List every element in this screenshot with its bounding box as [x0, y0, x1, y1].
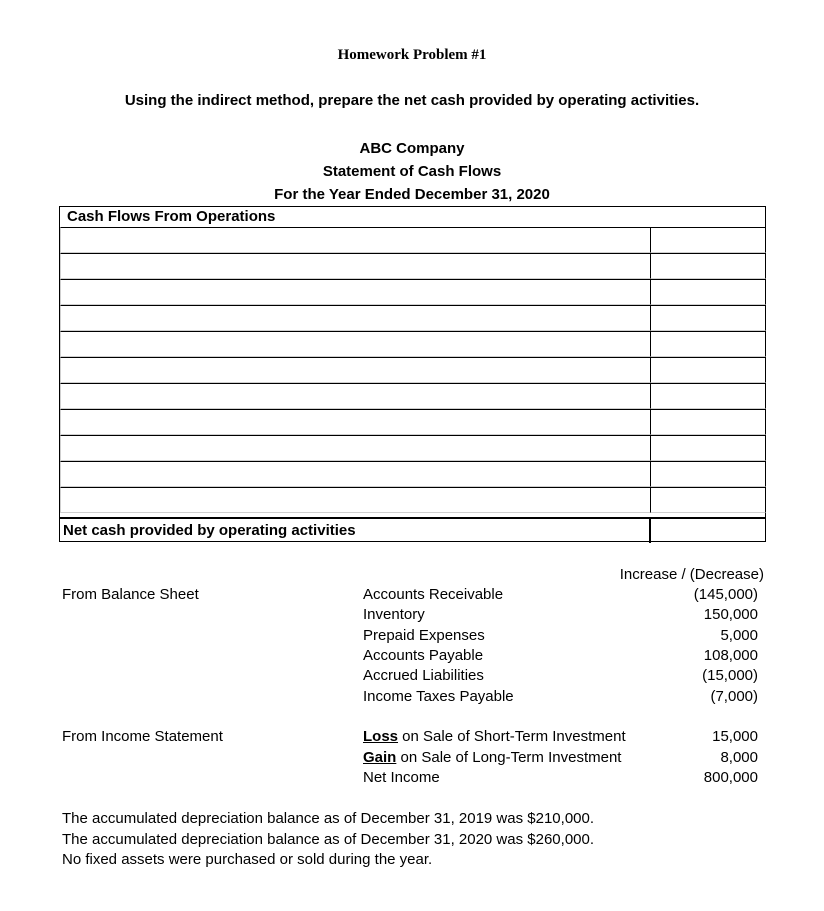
description-cell[interactable] — [60, 279, 650, 305]
cash-flow-worksheet — [59, 206, 766, 542]
table-row — [60, 253, 765, 279]
balance-sheet-item-value: 108,000 — [703, 646, 758, 664]
amount-cell[interactable] — [650, 435, 766, 461]
company-name: ABC Company — [359, 140, 465, 157]
table-row — [60, 305, 765, 331]
balance-sheet-item-label: Income Taxes Payable — [363, 687, 514, 705]
table-row — [60, 461, 765, 487]
balance-sheet-item-value: (15,000) — [702, 667, 758, 685]
section-heading: Cash Flows From Operations — [67, 208, 276, 225]
description-cell[interactable] — [60, 305, 650, 331]
income-item-text: Net Income — [363, 769, 440, 786]
income-item-value: 800,000 — [703, 769, 758, 786]
table-row — [60, 331, 765, 357]
balance-sheet-item-label: Prepaid Expenses — [363, 626, 485, 644]
statement-name: Statement of Cash Flows — [322, 163, 502, 180]
balance-sheet-item-label: Accounts Payable — [363, 646, 484, 664]
amount-cell[interactable] — [650, 461, 766, 487]
description-cell[interactable] — [60, 357, 650, 383]
table-row — [60, 435, 765, 461]
amount-cell[interactable] — [650, 331, 766, 357]
total-label: Net cash provided by operating activities — [63, 522, 356, 539]
note-line: The accumulated depreciation balance as of December 31, 2020 was $260,000. — [62, 830, 595, 848]
description-cell[interactable] — [60, 331, 650, 357]
description-cell[interactable] — [60, 461, 650, 487]
amount-cell[interactable] — [650, 357, 766, 383]
description-cell[interactable] — [60, 383, 650, 409]
note-line: The accumulated depreciation balance as of December 31, 2019 was $210,000. — [62, 810, 595, 827]
income-item-emphasis: Gain — [363, 748, 397, 766]
table-row — [60, 357, 765, 383]
amount-cell[interactable] — [650, 409, 766, 435]
description-cell[interactable] — [60, 227, 650, 253]
description-cell[interactable] — [60, 487, 650, 513]
description-cell[interactable] — [60, 435, 650, 461]
balance-sheet-item-value: 5,000 — [720, 626, 758, 644]
income-item-label — [363, 769, 440, 786]
balance-sheet-item-label: Accrued Liabilities — [363, 667, 484, 685]
income-item-label — [363, 749, 621, 766]
balance-sheet-item-value: 150,000 — [703, 606, 758, 624]
balance-sheet-item-label: Inventory — [363, 606, 425, 624]
table-row — [60, 487, 765, 513]
table-row — [60, 383, 765, 409]
table-row — [60, 227, 765, 253]
income-item-value: 15,000 — [712, 728, 758, 745]
income-item-label — [363, 728, 626, 745]
balance-sheet-item-value: (145,000) — [693, 586, 758, 603]
change-column-header: Increase / (Decrease) — [619, 566, 764, 583]
income-item-text: on Sale of Short-Term Investment — [398, 728, 626, 745]
amount-cell[interactable] — [650, 227, 766, 253]
description-cell[interactable] — [60, 253, 650, 279]
income-item-text: on Sale of Long-Term Investment — [396, 748, 622, 766]
income-item-value: 8,000 — [720, 748, 758, 766]
amount-cell[interactable] — [650, 383, 766, 409]
note-line: No fixed assets were purchased or sold during the year. — [62, 851, 433, 868]
balance-sheet-item-label: Accounts Receivable — [363, 586, 504, 603]
total-amount-cell[interactable] — [649, 517, 766, 543]
description-cell[interactable] — [60, 409, 650, 435]
amount-cell[interactable] — [650, 253, 766, 279]
balance-sheet-item-value: (7,000) — [710, 687, 758, 705]
total-row — [60, 517, 765, 542]
balance-sheet-label: From Balance Sheet — [62, 586, 199, 603]
income-item-emphasis: Loss — [363, 728, 399, 745]
amount-cell[interactable] — [650, 305, 766, 331]
homework-title: Homework Problem #1 — [337, 47, 487, 63]
income-statement-label: From Income Statement — [62, 728, 223, 745]
amount-cell[interactable] — [650, 279, 766, 305]
instruction-text: Using the indirect method, prepare the net cash provided by operating activities. — [124, 92, 700, 109]
table-row — [60, 279, 765, 305]
table-row — [60, 409, 765, 435]
amount-cell[interactable] — [650, 487, 766, 513]
statement-period: For the Year Ended December 31, 2020 — [274, 186, 550, 203]
